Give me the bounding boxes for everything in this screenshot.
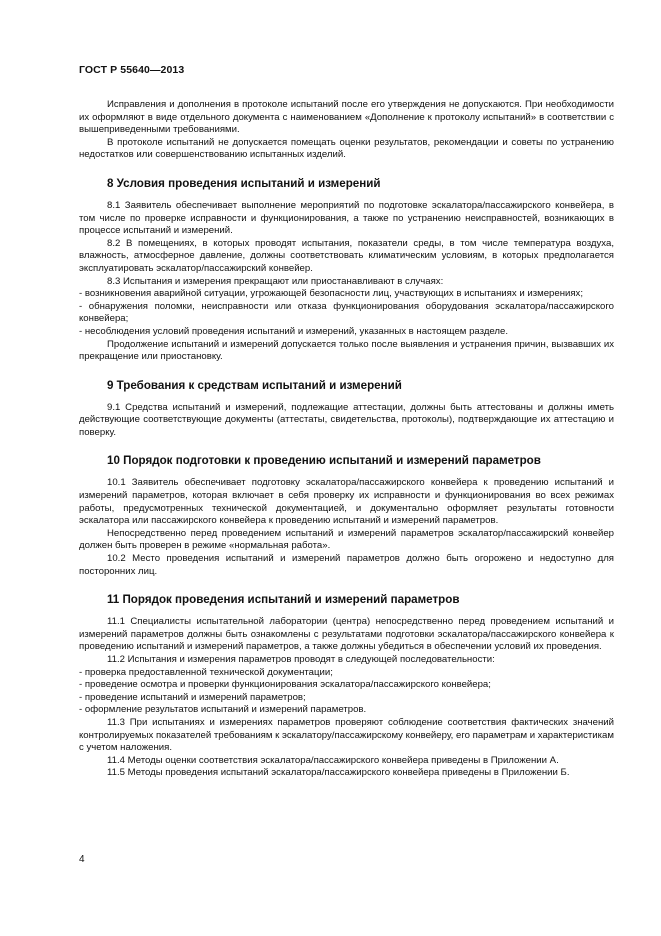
section-10-title: 10 Порядок подготовки к проведению испытаний и измерений параметров [107,454,541,468]
paragraph-11-4: 11.4 Методы оценки соответствия эскалатора/пассажирского конвейера приведены в Приложении А. [107,754,559,766]
list-item: - несоблюдения условий проведения испытаний и измерений, указанных в настоящем разделе. [79,325,509,337]
page-number: 4 [79,854,85,865]
section-8-title: 8 Условия проведения испытаний и измерений [107,176,381,190]
paragraph-10-1-cont: Непосредственно перед проведением испытаний и измерений параметров эскалатор/пассажирский конвейер должен быть проверен в режиме «нормальная работа». [79,527,614,552]
list-item: - проведение осмотра и проверки функционирования эскалатора/пассажирского конвейера; [79,679,491,691]
intro-paragraph: В протоколе испытаний не допускается помещать оценки результатов, рекомендации и советы по устранению недостатков или совершенствованию испытанных изделий. [79,136,614,161]
paragraph-11-2: 11.2 Испытания и измерения параметров проводят в следующей последовательности: [107,654,495,665]
paragraph-8-continuation: Продолжение испытаний и измерений допускается только после выявления и устранения причин, вызвавших их прекращение или приостановку. [79,338,614,363]
section-11-title: 11 Порядок проведения испытаний и измерений параметров [107,593,460,607]
paragraph-11-1: 11.1 Специалисты испытательной лаборатории (центра) непосредственно перед проведением испытаний и измерений параметров должны быть ознакомлены с результатами подготовки эскалатора/пассажирского конвейера к проведению испытаний и измерений параметров, а также должны убедиться в обеспечении условий их проведения. [79,616,614,653]
paragraph-9-1: 9.1 Средства испытаний и измерений, подлежащие аттестации, должны быть аттестованы и должны иметь действующие соответствующие документы (аттестаты, свидетельства, протоколы), подтверждающие их аттестацию и поверку. [79,401,614,438]
page-body [79,99,614,780]
document-header: ГОСТ Р 55640—2013 [79,64,185,76]
section-9-title: 9 Требования к средствам испытаний и измерений [107,378,402,392]
paragraph-11-5: 11.5 Методы проведения испытаний эскалатора/пассажирского конвейера приведены в Приложении Б. [107,767,570,779]
paragraph-10-2: 10.2 Место проведения испытаний и измерений параметров должно быть огорожено и недоступно для посторонних лиц. [79,553,614,577]
paragraph-11-3: 11.3 При испытаниях и измерениях параметров проверяют соблюдение соответствия фактических значений контролируемых показателей требованиям к эскалатору/пассажирскому конвейеру, его параметрам и характеристикам с учетом наложения. [79,716,614,754]
list-item: - проверка предоставленной технической документации; [79,666,333,678]
paragraph-8-3: 8.3 Испытания и измерения прекращают или приостанавливают в случаях: [107,275,444,287]
list-item: - обнаружения поломки, неисправности или отказа функционирования оборудования эскалатора/пассажирского конвейера; [79,300,614,325]
list-item: - оформление результатов испытаний и измерений параметров. [79,704,367,716]
list-item: - проведение испытаний и измерений параметров; [79,691,306,703]
paragraph-8-1: 8.1 Заявитель обеспечивает выполнение мероприятий по подготовке эскалатора/пассажирского конвейера, в том числе по проверке исправности и функционирования, а также по устранению неисправностей, возникающих в процессе испытаний и измерений. [79,199,614,237]
paragraph-8-2: 8.2 В помещениях, в которых проводят испытания, показатели среды, в том числе температура воздуха, влажность, атмосферное давление, должны соответствовать климатическим условиям, в которых предполагается эксплуатировать эскалатор/пассажирский конвейер. [79,237,614,274]
list-item: - возникновения аварийной ситуации, угрожающей безопасности лиц, участвующих в испытаниях и измерениях; [79,288,584,300]
intro-paragraph: Исправления и дополнения в протоколе испытаний после его утверждения не допускаются. При необходимости их оформляют в виде отдельного документа с наименованием «Дополнение к протоколу испытаний» в соответствии с вышеприведенными требованиями. [79,99,614,136]
paragraph-10-1: 10.1 Заявитель обеспечивает подготовку эскалатора/пассажирского конвейера к проведению испытаний и измерений параметров, которая включает в себя проверку их исправности и функционирования во всех режимах работы, предусмотренных технической документацией, и документально оформляет результаты готовности эскалатора или пассажирского конвейера к проведению испытаний и измерений параметров. [79,477,614,527]
